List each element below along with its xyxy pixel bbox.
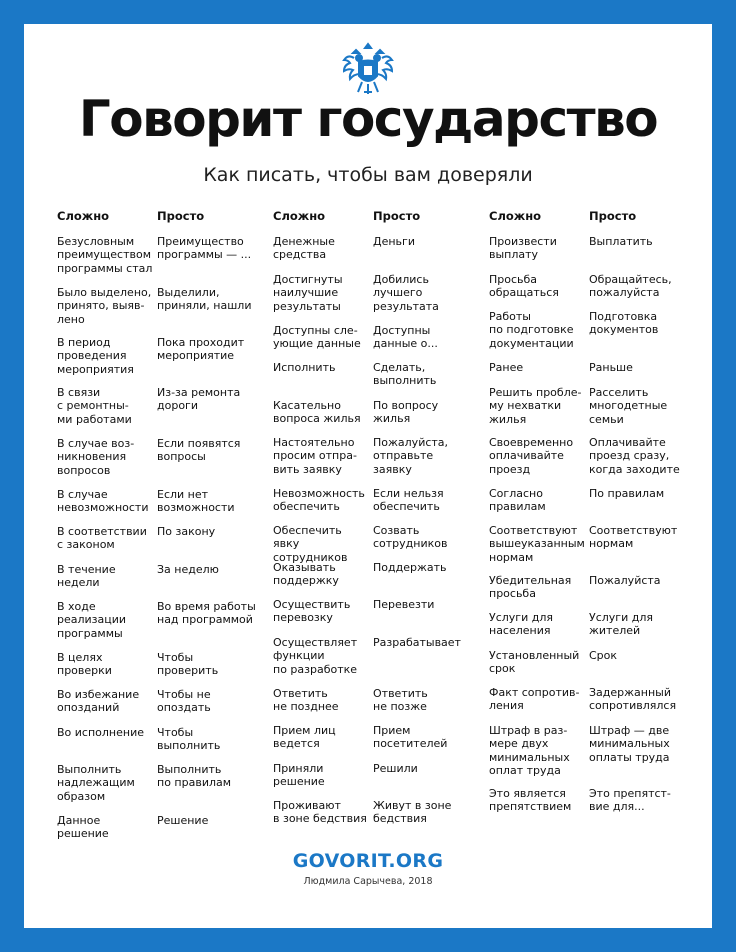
simple-phrase: Перевезти — [373, 598, 435, 611]
hard-phrase: Штраф в раз- мере двух минимальных оплат труда — [489, 724, 570, 778]
simple-phrase: Добились лучшего результата — [373, 273, 439, 313]
hard-phrase: Данное решение — [57, 814, 109, 841]
page-subtitle: Как писать, чтобы вам доверяли — [203, 164, 533, 186]
hard-phrase: Просьба обращаться — [489, 273, 559, 300]
hard-phrase: В случае невозможности — [57, 488, 149, 515]
hard-phrase: Убедительная просьба — [489, 574, 572, 601]
hard-phrase: Осуществить перевозку — [273, 598, 351, 625]
hard-phrase: Невозможность обеспечить — [273, 487, 365, 514]
simple-phrase: Преимущество программы — ... — [157, 235, 252, 262]
hard-phrase: Произвести выплату — [489, 235, 557, 262]
hard-phrase: Работы по подготовке документации — [489, 310, 574, 350]
simple-phrase: Раньше — [589, 361, 633, 374]
simple-phrase: Во время работы над программой — [157, 600, 256, 627]
hard-phrase: В ходе реализации программы — [57, 600, 127, 640]
header-hard: Сложно — [273, 209, 326, 223]
simple-phrase: Разрабатывает — [373, 636, 461, 649]
simple-phrase: Пока проходит мероприятие — [157, 336, 245, 363]
simple-phrase: По вопросу жилья — [373, 399, 439, 426]
simple-phrase: Срок — [589, 649, 618, 662]
hard-phrase: Безусловным преимуществом программы стал — [57, 235, 153, 275]
header-hard: Сложно — [489, 209, 542, 223]
simple-phrase: Чтобы проверить — [157, 651, 219, 678]
hard-phrase: Решить пробле- му нехватки жилья — [489, 386, 582, 426]
simple-phrase: Прием посетителей — [373, 724, 448, 751]
simple-phrase: Обращайтесь, пожалуйста — [589, 273, 672, 300]
header-hard: Сложно — [57, 209, 110, 223]
simple-phrase: Доступны данные о... — [373, 324, 438, 351]
hard-phrase: Во исполнение — [57, 726, 144, 739]
hard-phrase: Установленный срок — [489, 649, 580, 676]
hard-phrase: Согласно правилам — [489, 487, 546, 514]
simple-phrase: Это препятст- вие для... — [589, 787, 671, 814]
hard-phrase: Осуществляет функции по разработке — [273, 636, 358, 676]
column-2 — [273, 209, 485, 826]
hard-phrase: Обеспечить явку сотрудников — [273, 524, 348, 564]
hard-phrase: Своевременно оплачивайте проезд — [489, 436, 574, 476]
hard-phrase: В случае воз- никновения вопросов — [57, 437, 135, 477]
author-credit: Людмила Сарычева, 2018 — [303, 876, 433, 887]
hard-phrase: Касательно вопроса жилья — [273, 399, 361, 426]
simple-phrase: Деньги — [373, 235, 415, 248]
site-link[interactable]: GOVORIT.ORG — [292, 850, 444, 872]
simple-phrase: Выделили, приняли, нашли — [157, 286, 252, 313]
hard-phrase: Настоятельно просим отпра- вить заявку — [273, 436, 357, 476]
hard-phrase: Оказывать поддержку — [273, 561, 339, 588]
simple-phrase: Если нет возможности — [157, 488, 235, 515]
simple-phrase: Соответствуют нормам — [589, 524, 678, 551]
simple-phrase: Сделать, выполнить — [373, 361, 437, 388]
simple-phrase: Из-за ремонта дороги — [157, 386, 241, 413]
column-header — [489, 209, 701, 235]
simple-phrase: Выплатить — [589, 235, 653, 248]
hard-phrase: Исполнить — [273, 361, 336, 374]
hard-phrase: Услуги для населения — [489, 611, 553, 638]
poster-sheet — [24, 24, 712, 928]
hard-phrase: Ответить не позднее — [273, 687, 339, 714]
simple-phrase: По правилам — [589, 487, 665, 500]
simple-phrase: Пожалуйста, отправьте заявку — [373, 436, 449, 476]
simple-phrase: Подготовка документов — [589, 310, 659, 337]
simple-phrase: Решение — [157, 814, 209, 827]
simple-phrase: Созвать сотрудников — [373, 524, 448, 551]
simple-phrase: Решили — [373, 762, 418, 775]
simple-phrase: За неделю — [157, 563, 219, 576]
hard-phrase: В целях проверки — [57, 651, 112, 678]
simple-phrase: Расселить многодетные семьи — [589, 386, 668, 426]
simple-phrase: Поддержать — [373, 561, 447, 574]
simple-phrase: Если нельзя обеспечить — [373, 487, 444, 514]
header-simple: Просто — [157, 209, 205, 223]
column-1 — [57, 209, 269, 841]
hard-phrase: Было выделено, принято, выяв- лено — [57, 286, 152, 326]
simple-phrase: Услуги для жителей — [589, 611, 653, 638]
simple-phrase: Ответить не позже — [373, 687, 428, 714]
hard-phrase: Денежные средства — [273, 235, 335, 262]
simple-phrase: Задержанный сопротивлялся — [589, 686, 677, 713]
hard-phrase: Прием лиц ведется — [273, 724, 336, 751]
simple-phrase: Выполнить по правилам — [157, 763, 232, 790]
hard-phrase: Во избежание опозданий — [57, 688, 140, 715]
column-header — [273, 209, 485, 235]
simple-phrase: Живут в зоне бедствия — [373, 799, 452, 826]
simple-phrase: Оплачивайте проезд сразу, когда заходите — [589, 436, 680, 476]
simple-phrase: Чтобы выполнить — [157, 726, 221, 753]
header-simple: Просто — [373, 209, 421, 223]
hard-phrase: В связи с ремонтны- ми работами — [57, 386, 132, 426]
simple-phrase: Пожалуйста — [589, 574, 661, 587]
hard-phrase: Приняли решение — [273, 762, 325, 789]
hard-phrase: В период проведения мероприятия — [57, 336, 134, 376]
page-title: Говорит государство — [78, 90, 658, 148]
hard-phrase: Ранее — [489, 361, 524, 374]
simple-phrase: По закону — [157, 525, 216, 538]
hard-phrase: Это является препятствием — [489, 787, 572, 814]
header-simple: Просто — [589, 209, 637, 223]
simple-phrase: Если появятся вопросы — [157, 437, 241, 464]
column-3 — [489, 209, 701, 814]
hard-phrase: В течение недели — [57, 563, 116, 590]
hard-phrase: Факт сопротив- ления — [489, 686, 580, 713]
simple-phrase: Чтобы не опоздать — [157, 688, 211, 715]
hard-phrase: Соответствуют вышеуказанным нормам — [489, 524, 585, 564]
column-header — [57, 209, 269, 235]
hard-phrase: Доступны сле- ующие данные — [273, 324, 361, 351]
hard-phrase: Выполнить надлежащим образом — [57, 763, 135, 803]
hard-phrase: Достигнуты наилучшие результаты — [273, 273, 343, 313]
hard-phrase: В соответствии с законом — [57, 525, 147, 552]
simple-phrase: Штраф — две минимальных оплаты труда — [589, 724, 670, 764]
hard-phrase: Проживают в зоне бедствия — [273, 799, 367, 826]
